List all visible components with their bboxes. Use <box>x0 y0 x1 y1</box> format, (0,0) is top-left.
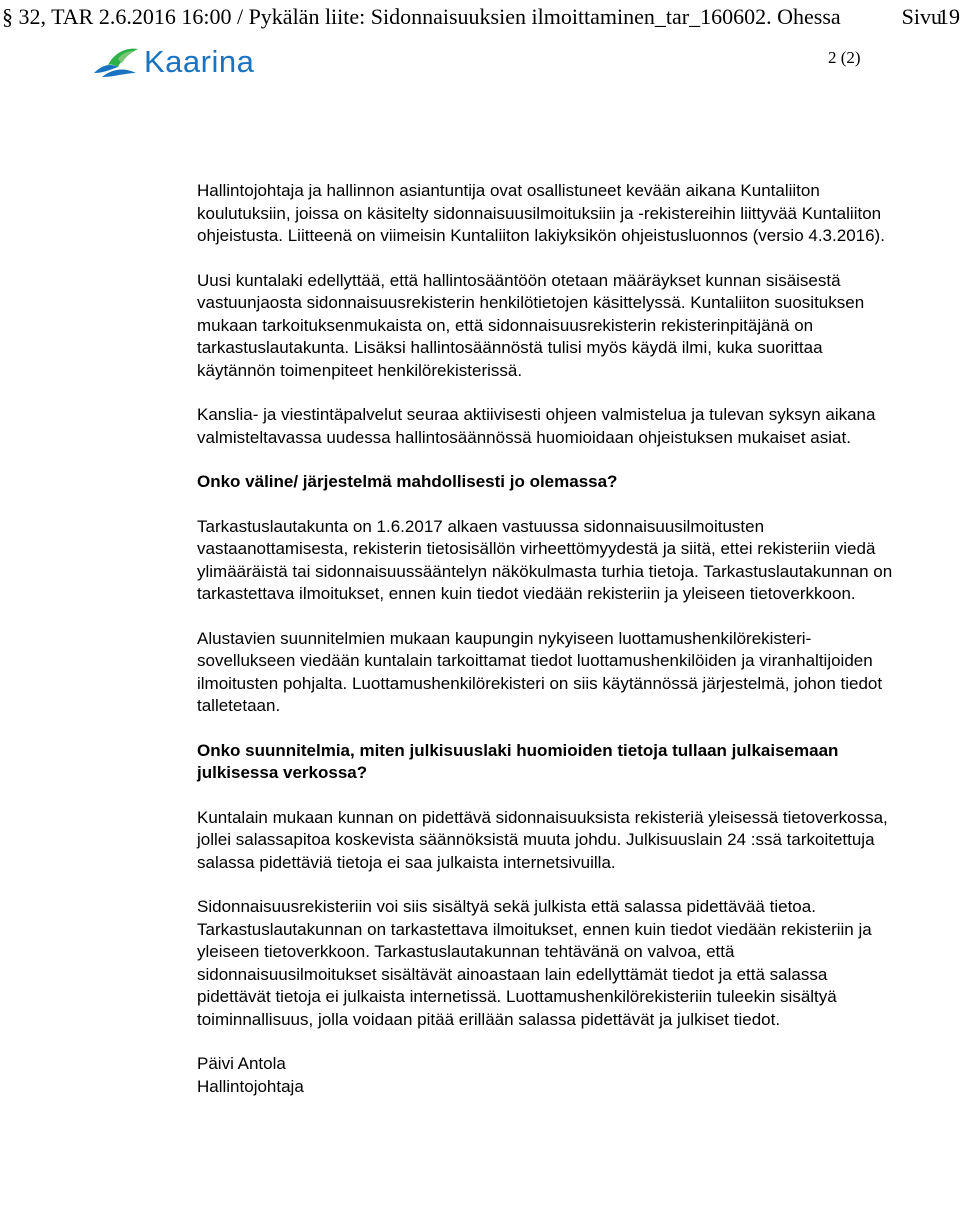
paragraph: Kanslia- ja viestintäpalvelut seuraa aktiivisesti ohjeen valmistelua ja tulevan syksyn aikana valmisteltavassa uudessa hallintosäännössä huomioidaan ohjeistuksen mukaiset asiat. <box>197 405 876 447</box>
signature-title: Hallintojohtaja <box>197 1076 304 1096</box>
paragraph: Kuntalain mukaan kunnan on pidettävä sidonnaisuuksista rekisteriä yleisessä tietoverkossa, jollei salassapitoa koskevista säännöksistä muuta johdu. Julkisuuslain 24 :ssä tarkoitettuja salassa pidettäviä tietoja ei saa julkaista internetsivuilla. <box>197 807 888 872</box>
logo-text: Kaarina <box>144 44 255 79</box>
header-text: § 32, TAR 2.6.2016 16:00 / Pykälän liite: Sidonnaisuuksien ilmoittaminen_tar_160602. Ohessa <box>2 4 841 29</box>
document-body <box>197 180 897 1098</box>
paragraph: Hallintojohtaja ja hallinnon asiantuntija ovat osallistuneet kevään aikana Kuntaliiton koulutuksiin, joissa on käsitelty sidonnaisuusilmoituksiin ja -rekistereihin liittyvää Kuntaliiton ohjeistusta. Liitteenä on viimeisin Kuntaliiton lakiyksikön ohjeistusluonnos (versio 4.3.2016). <box>197 181 885 245</box>
paragraph: Uusi kuntalaki edellyttää, että hallintosääntöön otetaan määräykset kunnan sisäisestä vastuunjaosta sidonnaisuusrekisterin henkilötietojen käsittelyssä. Kuntaliiton suosituksen mukaan tarkoituksenmukaista on, että sidonnaisuusrekisterin rekisterinpitäjänä on tarkastuslautakunta. Lisäksi hallintosäännöstä tulisi myös käydä ilmi, kuka suorittaa käytännön toimenpiteet henkilörekisterissä. <box>197 270 865 380</box>
header-page-number: 19 <box>938 4 960 29</box>
paragraph: Alustavien suunnitelmien mukaan kaupungin nykyiseen luottamushenkilörekisteri-sovellukseen viedään kuntalain tarkoittamat tiedot luottamushenkilöiden ja viranhaltijoiden ilmoitusten pohjalta. Luottamushenkilörekisteri on siis käytännössä järjestelmä, johon tiedot talletetaan. <box>197 628 883 715</box>
section-heading: Onko suunnitelmia, miten julkisuuslaki huomioiden tietoja tullaan julkaisemaan julkisessa verkossa? <box>197 740 839 782</box>
paragraph: Sidonnaisuusrekisteriin voi siis sisältyä sekä julkista että salassa pidettävää tietoa. Tarkastuslautakunnan on tarkastettava ilmoitukset, ennen kuin tiedot viedään rekisteriin ja yleiseen tietoverkkoon. Tarkastuslautakunnan tehtävänä on valvoa, että sidonnaisuusilmoitukset sisältävät ainoastaan lain edellyttämät tiedot ja että salassa pidettävät tietoja ei julkaista internetissä. Luottamushenkilörekisteriin tuleekin sisältyä toiminnallisuus, jolla voidaan pitää erillään salassa pidettävät ja julkiset tiedot. <box>197 897 872 1029</box>
section-heading: Onko väline/ järjestelmä mahdollisesti jo olemassa? <box>197 472 618 491</box>
kaarina-logo <box>92 42 254 82</box>
wave-logo-icon <box>92 43 140 81</box>
paragraph: Tarkastuslautakunta on 1.6.2017 alkaen vastuussa sidonnaisuusilmoitusten vastaanottamisesta, rekisterin tietosisällön virheettömyydestä ja siitä, ettei rekisteriin viedä ylimääräistä tai sidonnaisuussääntelyn näkökulmasta turhia tietoja. Tarkastuslautakunnan on tarkastettava ilmoitukset, ennen kuin tiedot viedään rekisteriin ja yleiseen tietoverkkoon. <box>197 516 893 603</box>
signature-name: Päivi Antola <box>197 1054 286 1073</box>
page-count: 2 (2) <box>828 48 861 67</box>
header-page-label: Sivu <box>901 4 942 29</box>
page-header <box>0 2 960 32</box>
